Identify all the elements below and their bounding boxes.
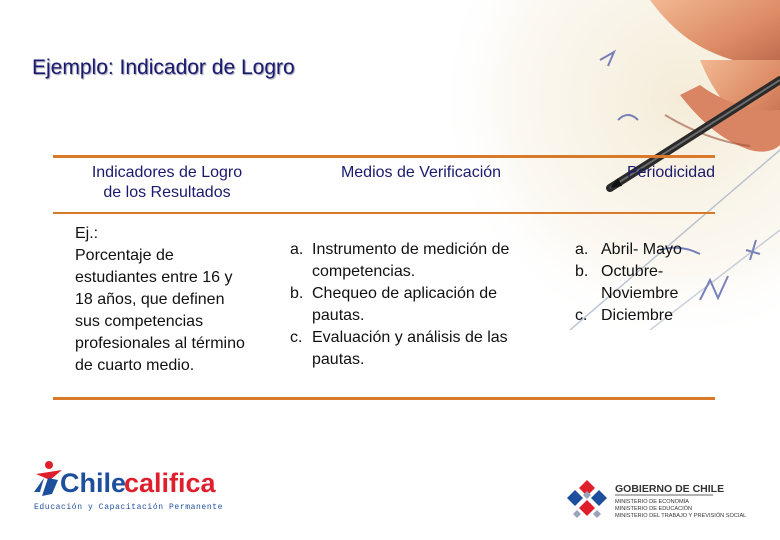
item-line: pautas. — [312, 307, 365, 324]
example-label: Ej.: — [75, 225, 99, 242]
item-line: pautas. — [312, 351, 365, 368]
list-marker: b. — [290, 285, 304, 302]
verification-item — [290, 327, 555, 371]
item-line: competencias. — [312, 263, 416, 280]
indicator-line: sus competencias — [75, 313, 204, 330]
item-line: Noviembre — [601, 285, 679, 302]
periodicity-item — [575, 305, 715, 327]
gobierno-star-icon — [567, 480, 607, 518]
column-header-indicators — [53, 163, 281, 203]
periodicity-cell — [575, 239, 715, 327]
header-line: Medios de Verificación — [340, 164, 502, 181]
column-header-periodicity — [571, 163, 715, 183]
indicator-line: 18 años, que definen — [75, 291, 225, 308]
table-bottom-rule — [53, 397, 715, 400]
item-line: Instrumento de medición de — [312, 241, 510, 258]
verification-item — [290, 283, 555, 327]
list-marker: b. — [575, 263, 589, 280]
chilecalifica-tagline: Educación y Capacitación Permanente — [34, 503, 224, 512]
column-header-verification — [291, 163, 551, 183]
indicator-cell — [75, 223, 285, 377]
indicator-line: de cuarto medio. — [75, 357, 195, 374]
list-marker: c. — [290, 329, 303, 346]
verification-item — [290, 239, 555, 283]
ministry-line: MINISTERIO DEL TRABAJO Y PREVISIÓN SOCIAL — [615, 513, 747, 519]
item-line: Evaluación y análisis de las — [312, 329, 508, 346]
item-line: Octubre- — [601, 263, 664, 280]
gobierno-de-chile-logo — [565, 476, 770, 524]
indicator-line: profesionales al término — [75, 335, 245, 352]
ministry-line: MINISTERIO DE EDUCACIÓN — [615, 506, 693, 512]
chilecalifica-figure-icon — [34, 461, 62, 496]
header-line: Indicadores de Logro — [91, 164, 243, 181]
header-line: Periodicidad — [626, 164, 715, 181]
gobierno-name: GOBIERNO DE CHILE — [615, 483, 725, 495]
periodicity-item — [575, 239, 715, 261]
chilecalifica-logo — [30, 456, 250, 514]
chilecalifica-name-part1: Chile — [60, 468, 127, 498]
item-line: Abril- Mayo — [601, 241, 682, 258]
periodicity-item — [575, 261, 715, 305]
item-line: Chequeo de aplicación de — [312, 285, 498, 302]
list-marker: c. — [575, 307, 588, 324]
table-header-rule — [53, 212, 715, 214]
item-line: Diciembre — [601, 307, 674, 324]
indicator-table — [53, 155, 715, 401]
indicator-line: estudiantes entre 16 y — [75, 269, 233, 286]
indicator-line: Porcentaje de — [75, 247, 174, 264]
header-line: de los Resultados — [103, 184, 231, 201]
verification-cell — [290, 239, 555, 371]
chilecalifica-name-part2: califica — [124, 468, 216, 498]
list-marker: a. — [575, 241, 589, 258]
slide-title: Ejemplo: Indicador de Logro — [32, 56, 295, 79]
table-top-rule — [53, 155, 715, 158]
ministry-line: MINISTERIO DE ECONOMÍA — [615, 499, 689, 505]
list-marker: a. — [290, 241, 304, 258]
